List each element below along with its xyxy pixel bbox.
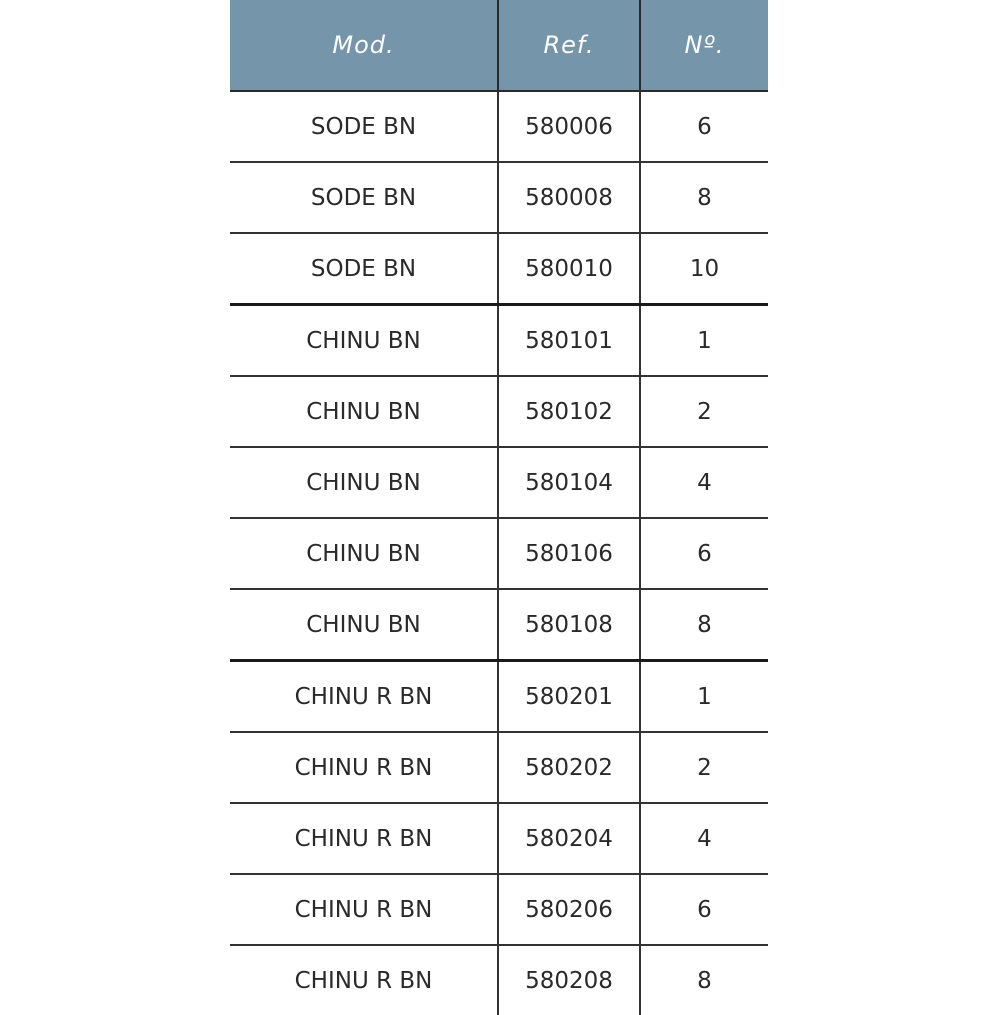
cell-ref: 580102 — [498, 376, 640, 447]
cell-number: 10 — [640, 233, 768, 305]
column-header-ref: Ref. — [498, 0, 640, 91]
table-row — [230, 376, 768, 447]
cell-ref: 580202 — [498, 732, 640, 803]
cell-number: 6 — [640, 91, 768, 162]
cell-model: CHINU BN — [230, 518, 498, 589]
column-header-model: Mod. — [230, 0, 498, 91]
cell-ref: 580206 — [498, 874, 640, 945]
table-row — [230, 518, 768, 589]
cell-number: 8 — [640, 162, 768, 233]
cell-number: 4 — [640, 803, 768, 874]
cell-model: CHINU BN — [230, 305, 498, 377]
cell-number: 6 — [640, 874, 768, 945]
table-row — [230, 803, 768, 874]
cell-model: CHINU R BN — [230, 874, 498, 945]
table-header — [230, 0, 768, 91]
cell-model: CHINU BN — [230, 589, 498, 661]
cell-ref: 580006 — [498, 91, 640, 162]
table-row — [230, 874, 768, 945]
cell-number: 2 — [640, 376, 768, 447]
cell-model: CHINU R BN — [230, 661, 498, 733]
cell-ref: 580008 — [498, 162, 640, 233]
cell-model: SODE BN — [230, 91, 498, 162]
cell-number: 2 — [640, 732, 768, 803]
cell-ref: 580101 — [498, 305, 640, 377]
product-table-container — [230, 0, 768, 1015]
table-row — [230, 732, 768, 803]
table-row — [230, 447, 768, 518]
table-body — [230, 91, 768, 1015]
cell-ref: 580201 — [498, 661, 640, 733]
cell-model: CHINU BN — [230, 376, 498, 447]
header-row — [230, 0, 768, 91]
cell-model: SODE BN — [230, 162, 498, 233]
cell-number: 8 — [640, 945, 768, 1015]
cell-number: 4 — [640, 447, 768, 518]
cell-model: SODE BN — [230, 233, 498, 305]
column-header-number: Nº. — [640, 0, 768, 91]
table-row — [230, 589, 768, 661]
cell-ref: 580010 — [498, 233, 640, 305]
table-row — [230, 162, 768, 233]
cell-number: 6 — [640, 518, 768, 589]
cell-number: 1 — [640, 661, 768, 733]
cell-ref: 580208 — [498, 945, 640, 1015]
product-reference-table — [230, 0, 768, 1015]
table-row — [230, 661, 768, 733]
cell-number: 1 — [640, 305, 768, 377]
cell-model: CHINU R BN — [230, 803, 498, 874]
table-row — [230, 91, 768, 162]
cell-model: CHINU R BN — [230, 732, 498, 803]
cell-ref: 580104 — [498, 447, 640, 518]
cell-ref: 580106 — [498, 518, 640, 589]
cell-model: CHINU BN — [230, 447, 498, 518]
cell-ref: 580204 — [498, 803, 640, 874]
table-row — [230, 945, 768, 1015]
cell-number: 8 — [640, 589, 768, 661]
table-row — [230, 305, 768, 377]
table-row — [230, 233, 768, 305]
cell-model: CHINU R BN — [294, 967, 433, 994]
cell-ref: 580108 — [498, 589, 640, 661]
